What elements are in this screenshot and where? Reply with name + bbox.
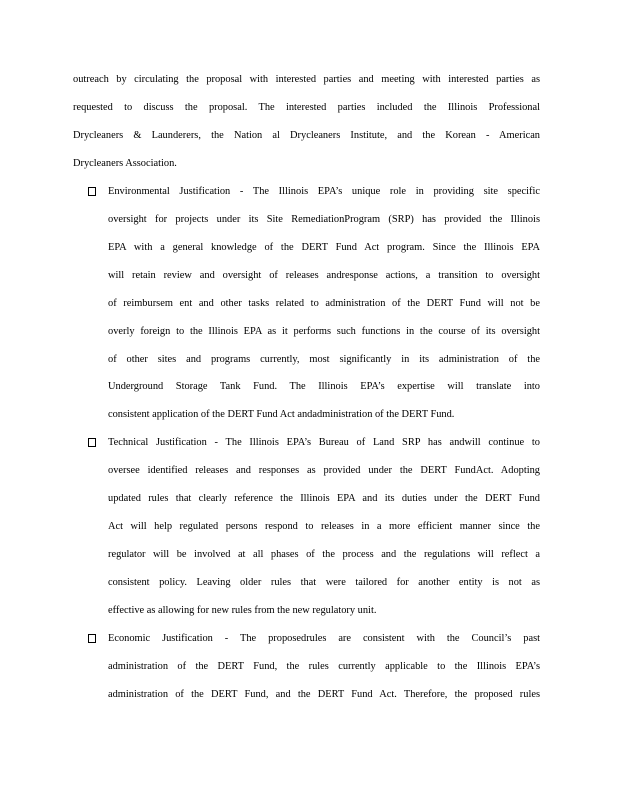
bullet-line: updated rules that clearly reference the Illinois EPA and its duties under the DERT Fund bbox=[108, 493, 540, 504]
box-bullet-icon bbox=[88, 438, 96, 447]
box-bullet-icon bbox=[88, 634, 96, 643]
bullet-line: Economic Justification - The proposedrules are consistent with the Council’s past bbox=[108, 633, 540, 644]
bullet-line: oversee identified releases and responses as provided under the DERT FundAct. Adopting bbox=[108, 465, 540, 476]
box-bullet-icon bbox=[88, 187, 96, 196]
bullet-line: consistent policy. Leaving older rules that were tailored for another entity is not as bbox=[108, 577, 540, 588]
bullet-line: of reimbursem ent and other tasks related to administration of the DERT Fund will not be bbox=[108, 298, 540, 309]
bullet-line: will retain review and oversight of releases andresponse actions, a transition to oversight bbox=[108, 270, 540, 281]
bullet-line: administration of the DERT Fund, the rules currently applicable to the Illinois EPA’s bbox=[108, 661, 540, 672]
paragraph-line: requested to discuss the proposal. The interested parties included the Illinois Professional bbox=[73, 102, 540, 113]
bullet-line: Underground Storage Tank Fund. The Illinois EPA’s expertise will translate into bbox=[108, 381, 540, 392]
bullet-line: administration of the DERT Fund, and the DERT Fund Act. Therefore, the proposed rules bbox=[108, 689, 540, 700]
paragraph-line: outreach by circulating the proposal with interested parties and meeting with interested parties as bbox=[73, 74, 540, 85]
bullet-line: EPA with a general knowledge of the DERT Fund Act program. Since the Illinois EPA bbox=[108, 242, 540, 253]
bullet-line: Technical Justification - The Illinois EPA’s Bureau of Land SRP has andwill continue to bbox=[108, 437, 540, 448]
bullet-line: Environmental Justification - The Illinois EPA’s unique role in providing site specific bbox=[108, 186, 540, 197]
bullet-line: oversight for projects under its Site RemediationProgram (SRP) has provided the Illinois bbox=[108, 214, 540, 225]
bullet-line: Act will help regulated persons respond to releases in a more efficient manner since the bbox=[108, 521, 540, 532]
bullet-line: consistent application of the DERT Fund Act andadministration of the DERT Fund. bbox=[108, 409, 455, 420]
paragraph-line: Drycleaners Association. bbox=[73, 158, 177, 169]
bullet-line: overly foreign to the Illinois EPA as it performs such functions in the course of its oversight bbox=[108, 326, 540, 337]
bullet-line: regulator will be involved at all phases of the process and the regulations will reflect a bbox=[108, 549, 540, 560]
bullet-line: effective as allowing for new rules from the new regulatory unit. bbox=[108, 605, 377, 616]
bullet-line: of other sites and programs currently, most significantly in its administration of the bbox=[108, 354, 540, 365]
paragraph-line: Drycleaners & Launderers, the Nation al Drycleaners Institute, and the Korean - American bbox=[73, 130, 540, 141]
